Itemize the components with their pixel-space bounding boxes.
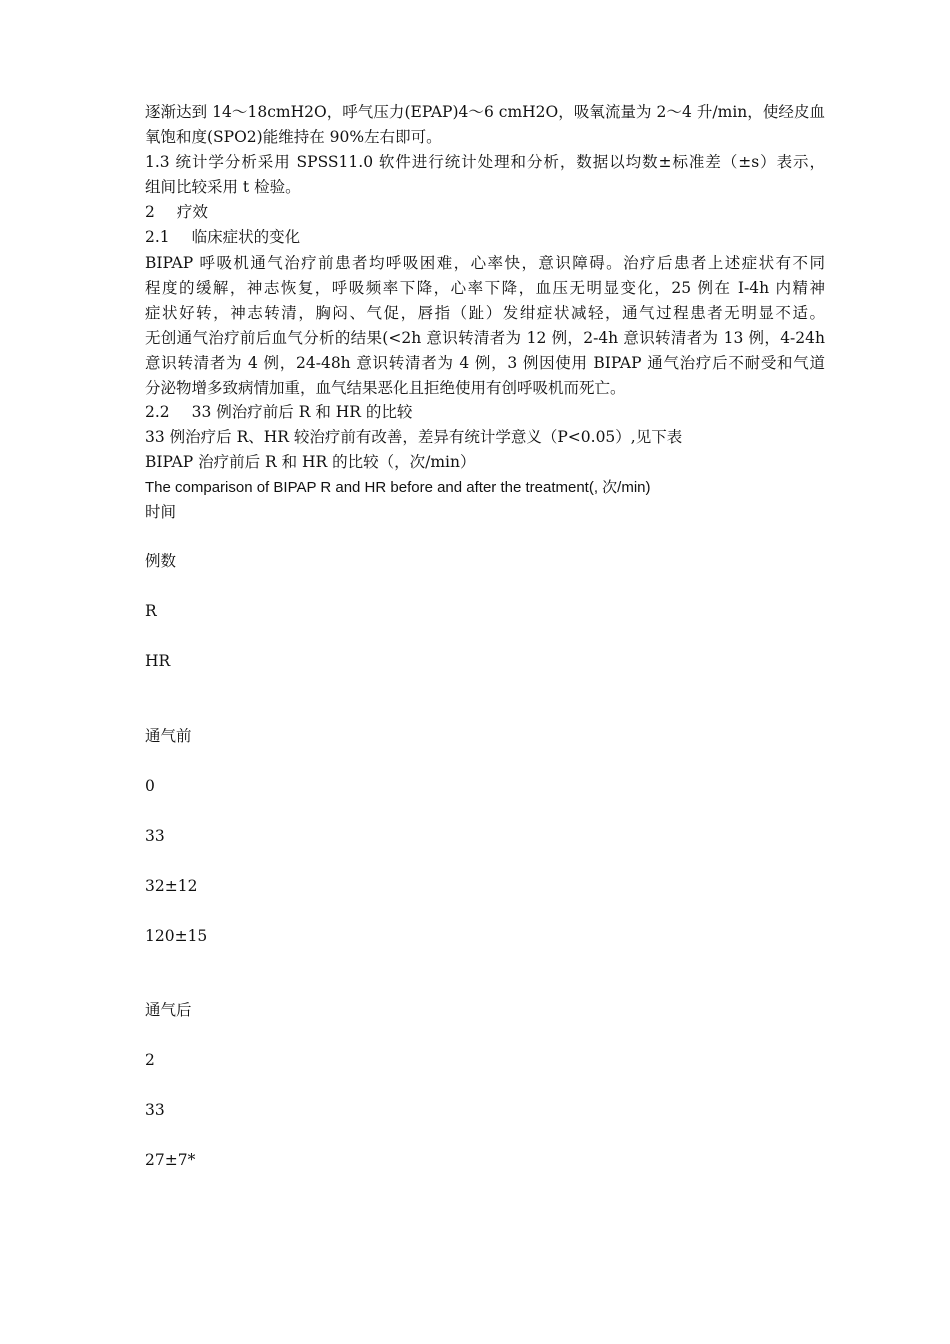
paragraph-line: 33 例治疗后 R、HR 较治疗前有改善，差异有统计学意义（P<0.05）,见下表 — [145, 428, 683, 446]
table-cell: 0 — [145, 777, 155, 795]
section-number: 2 — [145, 203, 155, 221]
section-title: 33 例治疗前后 R 和 HR 的比较 — [191, 403, 413, 421]
table-cell: 33 — [145, 827, 165, 845]
body-text-line: 逐渐达到 14～18cmH2O，呼气压力(EPAP)4～6 cmH2O，吸氧流量为 2～4 升/min，使经皮血 — [145, 103, 825, 121]
table-header-hr: HR — [145, 652, 171, 670]
table-cell: 2 — [145, 1051, 155, 1069]
paragraph-line: BIPAP 呼吸机通气治疗前患者均呼吸困难，心率快，意识障碍。治疗后患者上述症状有不同 — [145, 254, 825, 272]
table-cell: 33 — [145, 1101, 165, 1119]
paragraph-line: 无创通气治疗前后血气分析的结果(<2h 意识转清者为 12 例，2-4h 意识转清者为 13 例，4-24h — [145, 329, 825, 347]
table-header-r: R — [145, 602, 157, 620]
section-2-2-heading — [145, 400, 825, 425]
table-cell: 32±12 — [145, 877, 198, 895]
section-number: 2.2 — [145, 403, 170, 421]
table-cell: 120±15 — [145, 927, 208, 945]
section-2-1-heading — [145, 225, 825, 250]
table-cell: 27±7* — [145, 1151, 196, 1169]
table-header-time: 时间 — [145, 503, 177, 521]
paragraph-line: 分泌物增多致病情加重，血气结果恶化且拒绝使用有创呼吸机而死亡。 — [145, 379, 626, 397]
paragraph-line: 症状好转，神志转清，胸闷、气促，唇指（趾）发绀症状减轻，通气过程患者无明显不适。 — [145, 304, 825, 322]
table-header-count: 例数 — [145, 552, 177, 570]
section-1-3-text: 1.3 统计学分析采用 SPSS11.0 软件进行统计处理和分析，数据以均数±标准差（±s）表示， — [145, 153, 825, 171]
body-text-line: 组间比较采用 t 检验。 — [145, 178, 301, 196]
table-cell: 通气前 — [145, 727, 192, 745]
body-text-line: 氧饱和度(SPO2)能维持在 90%左右即可。 — [145, 128, 442, 146]
section-title: 疗效 — [176, 203, 208, 221]
table-cell: 通气后 — [145, 1001, 192, 1019]
section-2-heading — [145, 200, 825, 225]
table-caption-en: The comparison of BIPAP R and HR before and after the treatment(, 次/min) — [145, 479, 651, 496]
paragraph-line: 程度的缓解，神志恢复，呼吸频率下降，心率下降，血压无明显变化，25 例在 I-4h 内精神 — [145, 279, 825, 297]
paragraph-line: 意识转清者为 4 例，24-48h 意识转清者为 4 例，3 例因使用 BIPAP 通气治疗后不耐受和气道 — [145, 354, 825, 372]
table-caption-cn: BIPAP 治疗前后 R 和 HR 的比较（，次/min） — [145, 453, 476, 471]
section-number: 2.1 — [145, 228, 170, 246]
section-title: 临床症状的变化 — [191, 228, 301, 246]
